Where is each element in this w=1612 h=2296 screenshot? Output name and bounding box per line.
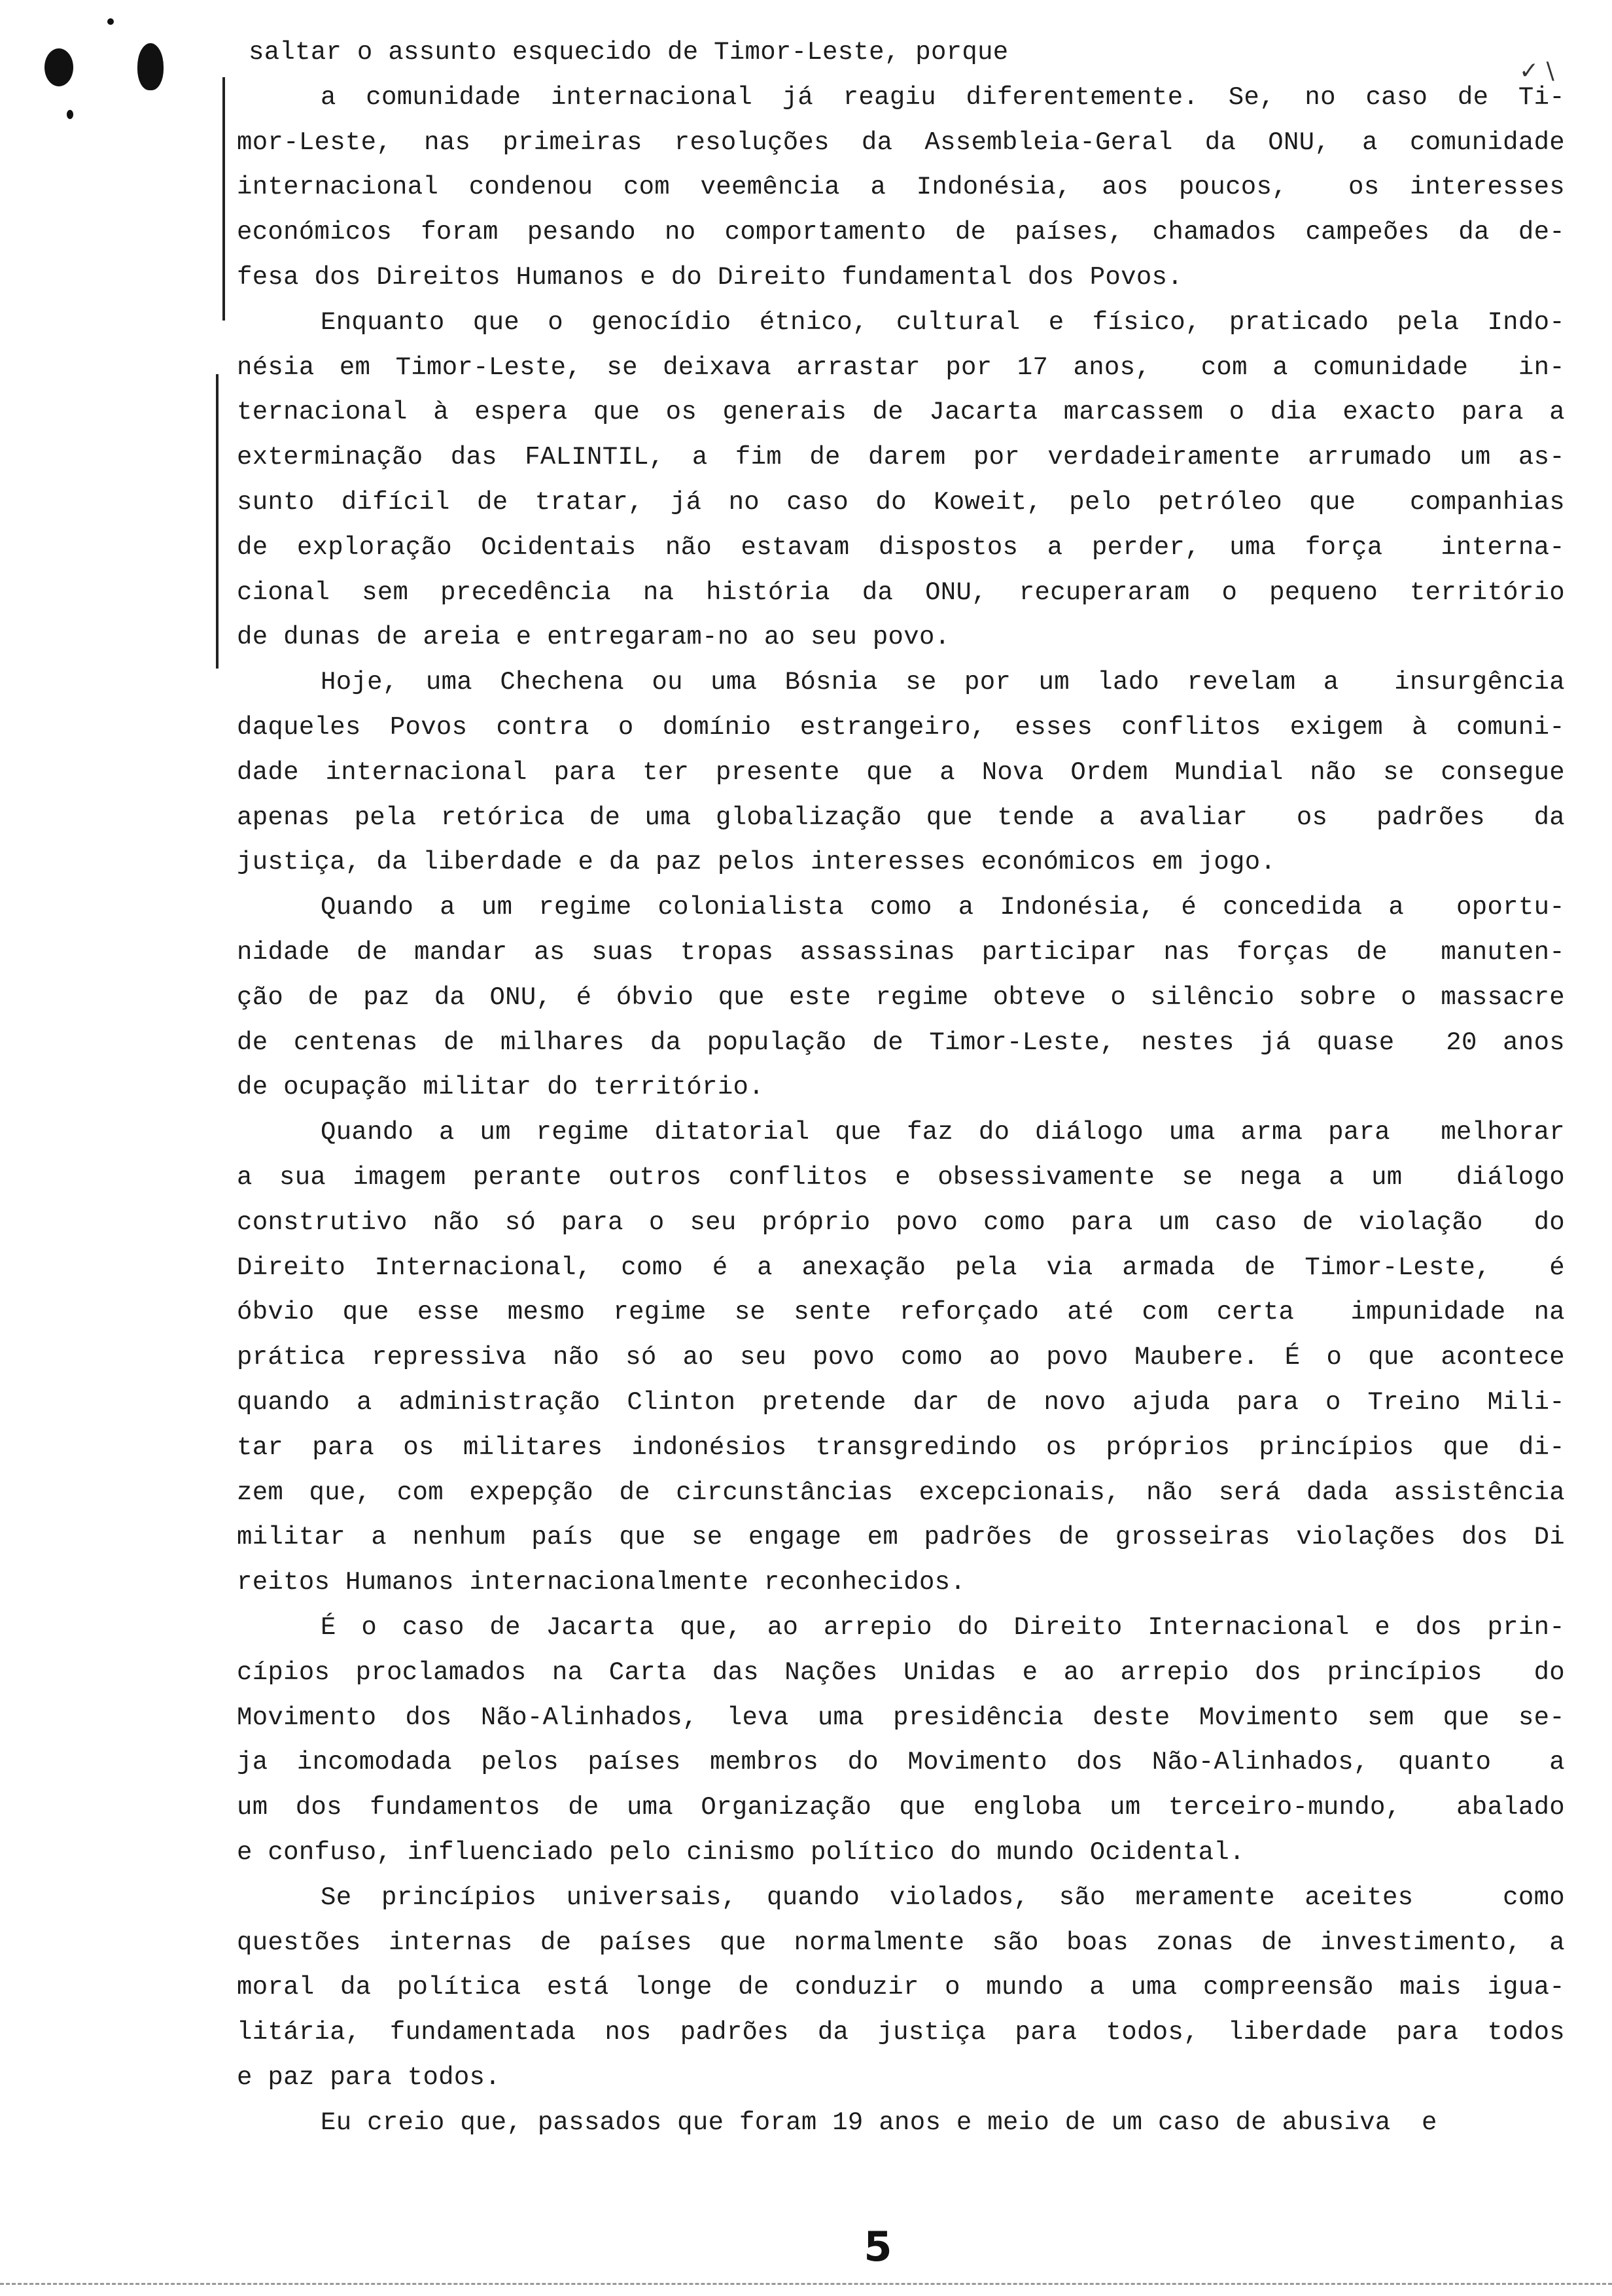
text-line: fesa dos Direitos Humanos e do Direito fundamental dos Povos. bbox=[237, 263, 1183, 292]
text-line: internacional condenou com veemência a Indonésia, aos poucos, os interesses bbox=[237, 173, 1565, 202]
text-line: mor-Leste, nas primeiras resoluções da Assembleia-Geral da ONU, a comunidade bbox=[237, 128, 1565, 157]
text-line: Eu creio que, passados que foram 19 anos e meio de um caso de abusiva e bbox=[321, 2108, 1437, 2137]
text-line: e confuso, influenciado pelo cinismo político do mundo Ocidental. bbox=[237, 1838, 1245, 1867]
text-line: Direito Internacional, como é a anexação pela via armada de Timor-Leste, é bbox=[237, 1253, 1565, 1282]
text-line: litária, fundamentada nos padrões da justiça para todos, liberdade para todos bbox=[237, 2018, 1565, 2047]
text-line: e paz para todos. bbox=[237, 2063, 500, 2092]
text-line: Quando a um regime ditatorial que faz do diálogo uma arma para melhorar bbox=[321, 1118, 1565, 1147]
text-line: cional sem precedência na história da ONU, recuperaram o pequeno território bbox=[237, 578, 1565, 607]
text-line: de ocupação militar do território. bbox=[237, 1073, 764, 1102]
text-line: questões internas de países que normalmente são boas zonas de investimento, a bbox=[237, 1928, 1565, 1957]
text-line: zem que, com expepção de circunstâncias excepcionais, não será dada assistência bbox=[237, 1478, 1565, 1507]
text-line: Movimento dos Não-Alinhados, leva uma presidência deste Movimento sem que se- bbox=[237, 1703, 1565, 1732]
text-line: de exploração Ocidentais não estavam dispostos a perder, uma força interna- bbox=[237, 532, 1565, 562]
text-line: tar para os militares indonésios transgredindo os próprios princípios que di- bbox=[237, 1433, 1565, 1462]
text-line: quando a administração Clinton pretende dar de novo ajuda para o Treino Mili- bbox=[237, 1388, 1565, 1417]
margin-bracket bbox=[222, 77, 225, 321]
dot-mark bbox=[67, 110, 73, 119]
text-line: sunto difícil de tratar, já no caso do Koweit, pelo petróleo que companhias bbox=[237, 488, 1565, 517]
punch-hole-mark bbox=[44, 48, 73, 86]
punch-hole-mark bbox=[137, 43, 164, 90]
text-line: dade internacional para ter presente que a Nova Ordem Mundial não se consegue bbox=[237, 757, 1565, 787]
text-line: a sua imagem perante outros conflitos e obsessivamente se nega a um diálogo bbox=[237, 1163, 1565, 1192]
check-mark: ✓ \ bbox=[1519, 58, 1554, 84]
text-line: construtivo não só para o seu próprio povo como para um caso de violação do bbox=[237, 1208, 1565, 1237]
text-line: de centenas de milhares da população de Timor-Leste, nestes já quase 20 anos bbox=[237, 1028, 1565, 1057]
text-line: apenas pela retórica de uma globalização que tende a avaliar os padrões da bbox=[237, 803, 1565, 832]
text-line: um dos fundamentos de uma Organização que engloba um terceiro-mundo, abalado bbox=[237, 1793, 1565, 1822]
text-line: justiça, da liberdade e da paz pelos interesses económicos em jogo. bbox=[237, 848, 1276, 877]
text-line: Hoje, uma Chechena ou uma Bósnia se por um lado revelam a insurgência bbox=[321, 668, 1565, 697]
text-line: económicos foram pesando no comportamento de países, chamados campeões da de- bbox=[237, 218, 1565, 247]
text-line: prática repressiva não só ao seu povo como ao povo Maubere. É o que acontece bbox=[237, 1343, 1565, 1372]
text-line: moral da política está longe de conduzir o mundo a uma compreensão mais igua- bbox=[237, 1973, 1565, 2002]
text-line: reitos Humanos internacionalmente reconhecidos. bbox=[237, 1568, 966, 1597]
text-line: ção de paz da ONU, é óbvio que este regime obteve o silêncio sobre o massacre bbox=[237, 983, 1565, 1012]
text-line: Quando a um regime colonialista como a Indonésia, é concedida a oportu- bbox=[321, 893, 1565, 922]
text-line: cípios proclamados na Carta das Nações Unidas e ao arrepio dos princípios do bbox=[237, 1658, 1565, 1687]
text-line: ja incomodada pelos países membros do Movimento dos Não-Alinhados, quanto a bbox=[237, 1748, 1565, 1777]
text-line: militar a nenhum país que se engage em padrões de grosseiras violações dos Di bbox=[237, 1523, 1565, 1552]
page-number: 5 bbox=[864, 2223, 892, 2270]
text-line: a comunidade internacional já reagiu diferentemente. Se, no caso de Ti- bbox=[321, 82, 1565, 112]
text-line: de dunas de areia e entregaram-no ao seu povo. bbox=[237, 623, 951, 652]
text-line: nésia em Timor-Leste, se deixava arrastar por 17 anos, com a comunidade in- bbox=[237, 353, 1565, 382]
text-line: óbvio que esse mesmo regime se sente reforçado até com certa impunidade na bbox=[237, 1298, 1565, 1327]
bottom-edge-rule bbox=[0, 2283, 1612, 2285]
text-line: saltar o assunto esquecido de Timor-Leste, porque bbox=[249, 38, 1009, 67]
text-line: daqueles Povos contra o domínio estrangeiro, esses conflitos exigem à comuni- bbox=[237, 713, 1565, 742]
text-line: nidade de mandar as suas tropas assassinas participar nas forças de manuten- bbox=[237, 938, 1565, 967]
text-line: Enquanto que o genocídio étnico, cultural e físico, praticado pela Indo- bbox=[321, 307, 1565, 337]
dot-mark bbox=[107, 18, 114, 25]
text-line: exterminação das FALINTIL, a fim de darem por verdadeiramente arrumado um as- bbox=[237, 443, 1565, 472]
text-line: Se princípios universais, quando violados, são meramente aceites como bbox=[321, 1883, 1565, 1912]
text-line: É o caso de Jacarta que, ao arrepio do Direito Internacional e dos prin- bbox=[321, 1613, 1565, 1642]
text-line: ternacional à espera que os generais de Jacarta marcassem o dia exacto para a bbox=[237, 398, 1565, 427]
margin-bracket bbox=[216, 374, 219, 669]
